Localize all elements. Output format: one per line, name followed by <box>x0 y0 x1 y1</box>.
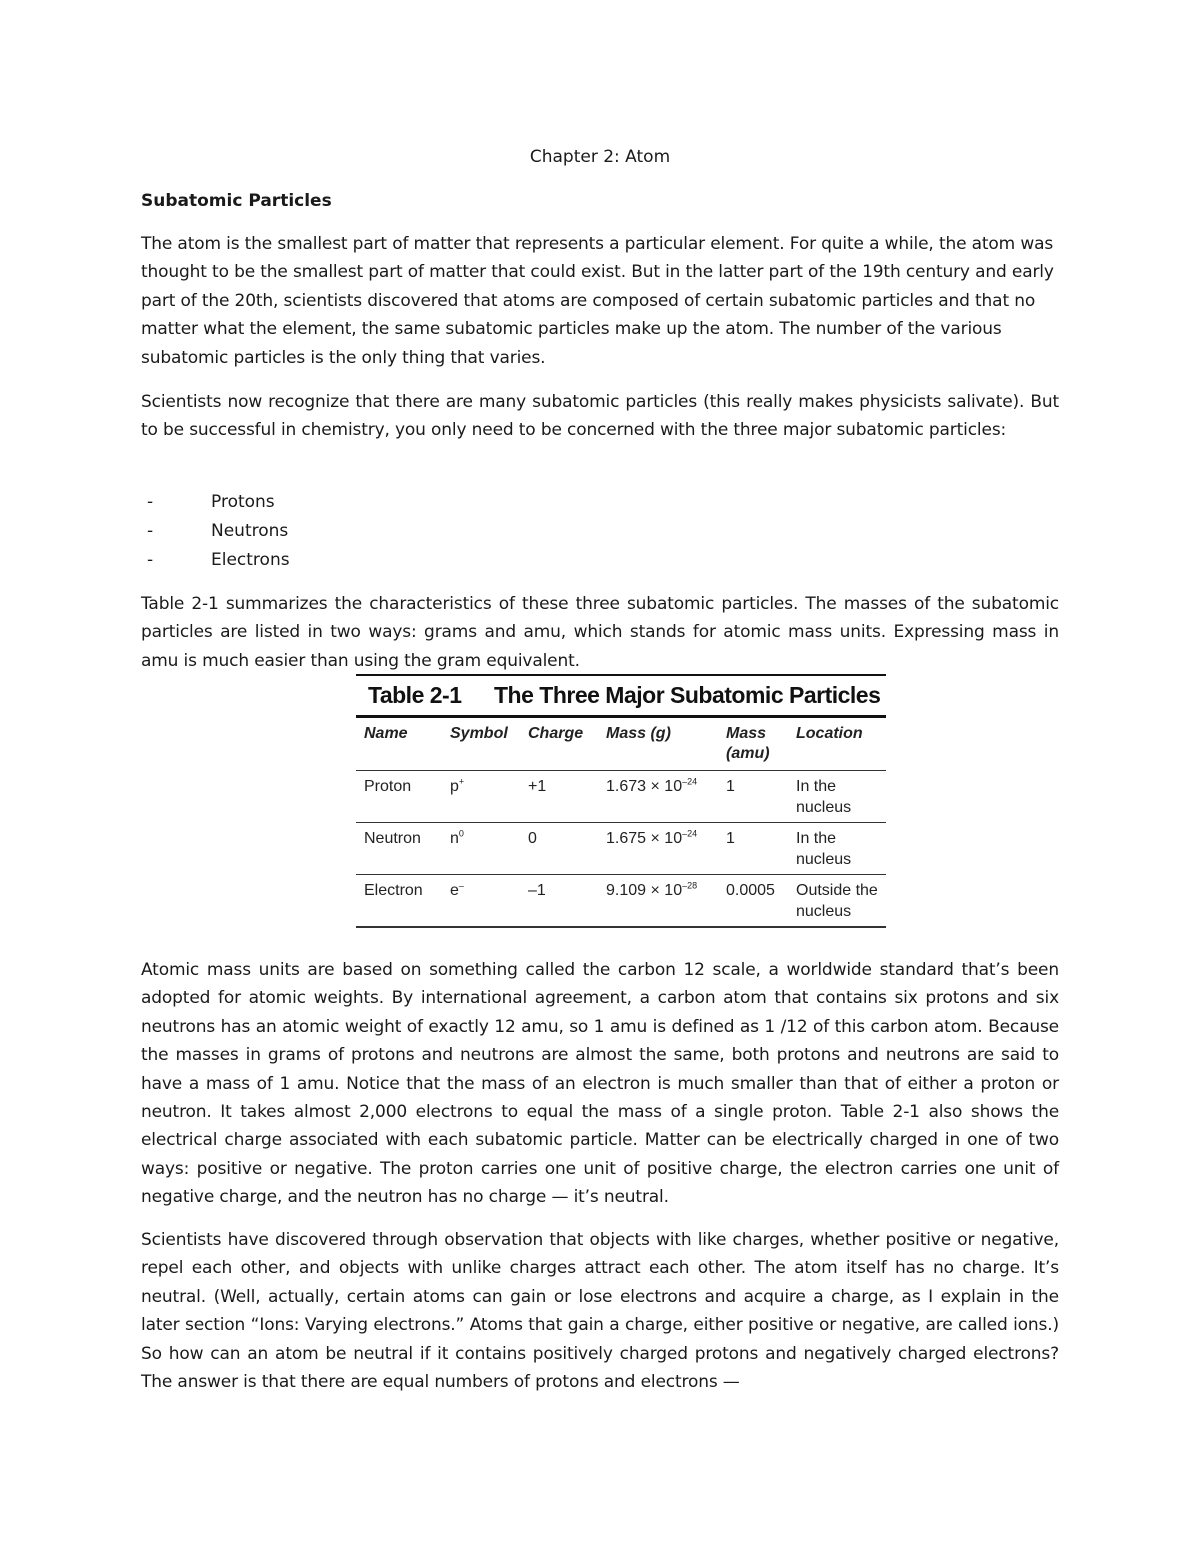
cell-charge: –1 <box>520 875 598 928</box>
bullet-dash: - <box>147 550 154 570</box>
cell-mass-amu: 0.0005 <box>718 875 788 928</box>
cell-location: Outside the nucleus <box>788 875 886 928</box>
table-row <box>356 771 886 823</box>
list-item-label: Electrons <box>211 550 290 570</box>
col-header-name: Name <box>356 718 442 771</box>
table-row <box>356 875 886 928</box>
paragraph-atomic-mass-units: Atomic mass units are based on something called the carbon 12 scale, a worldwide standard that’s been adopted for atomic weights. By international agreement, a carbon atom that contains six protons and six neutrons has an atomic weight of exactly 12 amu, so 1 amu is defined as 1 /12 of this carbon atom. Because the masses in grams of protons and neutrons are almost the same, both protons and neutrons are said to have a mass of 1 amu. Notice that the mass of an electron is much smaller than that of either a proton or neutron. It takes almost 2,000 electrons to equal the mass of a single proton. Table 2-1 also shows the electrical charge associated with each subatomic particle. Matter can be electrically charged in one of two ways: positive or negative. The proton carries one unit of positive charge, the electron carries one unit of negative charge, and the neutron has no charge — it’s neutral. <box>141 960 1059 1208</box>
chapter-title: Chapter 2: Atom <box>529 147 671 167</box>
cell-charge: +1 <box>520 771 598 823</box>
cell-mass-amu: 1 <box>718 771 788 823</box>
table-caption-text: The Three Major Subatomic Particles <box>494 682 881 708</box>
bullet-dash: - <box>147 492 154 512</box>
table-caption <box>356 676 886 715</box>
paragraph-subatomic-particles: Scientists now recognize that there are many subatomic particles (this really makes physicists salivate). But to be successful in chemistry, you only need to be concerned with the three major subatomic particles: <box>141 392 1059 441</box>
col-header-mass-g: Mass (g) <box>598 718 718 771</box>
col-header-symbol: Symbol <box>442 718 520 771</box>
list-item-label: Protons <box>211 492 275 512</box>
particles-table-grid <box>356 718 886 928</box>
cell-mass-g: $9.109 \times 10^{-28}$ <box>598 875 718 928</box>
paragraph-atom-intro: The atom is the smallest part of matter that represents a particular element. For quite a while, the atom was thought to be the smallest part of matter that could exist. But in the latter part of the 19th century and early part of the 20th, scientists discovered that atoms are composed of certain subatomic particles and that no matter what the element, the same subatomic particles make up the atom. The number of the various subatomic particles is the only thing that varies. <box>141 234 1054 368</box>
list-item <box>141 546 290 575</box>
cell-mass-amu: 1 <box>718 823 788 875</box>
cell-mass-g: $1.675 \times 10^{-24}$ <box>598 823 718 875</box>
bullet-dash: - <box>147 521 154 541</box>
cell-symbol: e– <box>442 875 520 928</box>
subatomic-particles-table <box>356 674 886 928</box>
col-header-mass-amu: Mass (amu) <box>718 718 788 771</box>
list-item-label: Neutrons <box>211 521 289 541</box>
cell-symbol: $n^0$ <box>442 823 520 875</box>
cell-name: Neutron <box>356 823 442 875</box>
cell-name: Electron <box>356 875 442 928</box>
col-header-location: Location <box>788 718 886 771</box>
table-header-row <box>356 718 886 771</box>
col-header-charge: Charge <box>520 718 598 771</box>
paragraph-charges: Scientists have discovered through observation that objects with like charges, whether positive or negative, repel each other, and objects with unlike charges attract each other. The atom itself has no charge. It’s neutral. (Well, actually, certain atoms can gain or lose electrons and acquire a charge, as I explain in the later section “Ions: Varying electrons.” Atoms that gain a charge, either positive or negative, are called ions.) So how can an atom be neutral if it contains positively charged protons and negatively charged electrons? The answer is that there are equal numbers of protons and electrons — <box>141 1230 1059 1393</box>
cell-symbol: p+ <box>442 771 520 823</box>
section-heading: Subatomic Particles <box>141 191 332 211</box>
list-item <box>141 517 290 546</box>
cell-charge: 0 <box>520 823 598 875</box>
table-number: Table 2-1 <box>368 682 462 708</box>
table-row <box>356 823 886 875</box>
particle-list <box>141 488 290 575</box>
cell-location: In the nucleus <box>788 771 886 823</box>
paragraph-table-summary: Table 2-1 summarizes the characteristics of these three subatomic particles. The masses of the subatomic particles are listed in two ways: grams and amu, which stands for atomic mass units. Expressing mass in amu is much easier than using the gram equivalent. <box>141 594 1059 671</box>
list-item <box>141 488 290 517</box>
cell-location: In the nucleus <box>788 823 886 875</box>
cell-name: Proton <box>356 771 442 823</box>
cell-mass-g: $1.673 \times 10^{-24}$ <box>598 771 718 823</box>
